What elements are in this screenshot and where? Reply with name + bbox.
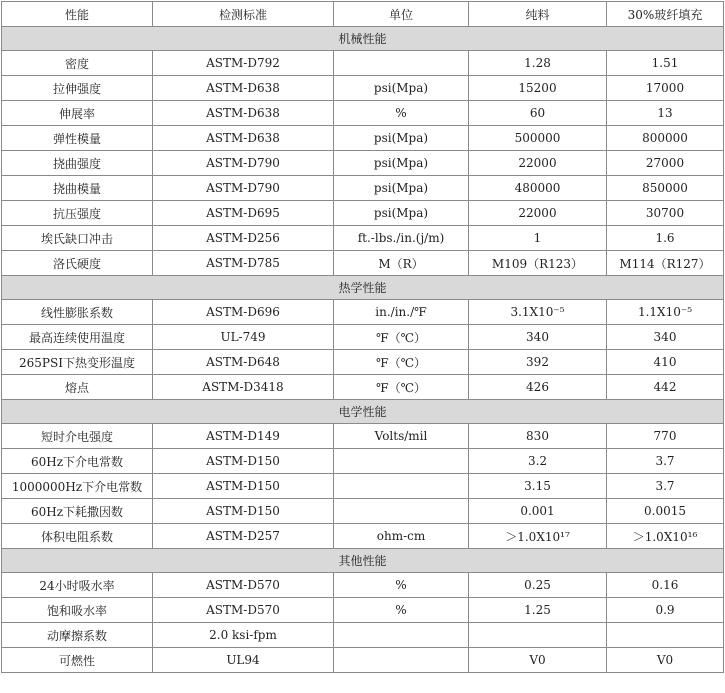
table-row (2, 598, 724, 623)
section-header-row (2, 400, 724, 424)
standard-cell: ASTM-D570 (153, 573, 334, 598)
standard-cell: ASTM-D696 (153, 300, 334, 325)
standard-cell: ASTM-D790 (153, 151, 334, 176)
filled-value-cell: 0.9 (607, 598, 724, 623)
pure-value-cell: 392 (469, 350, 607, 375)
table-row (2, 648, 724, 673)
table-row (2, 251, 724, 276)
table-row (2, 375, 724, 400)
unit-cell: ft.-lbs./in.(j/m) (334, 226, 469, 251)
pure-value-cell: 830 (469, 424, 607, 449)
filled-value-cell: 30700 (607, 201, 724, 226)
filled-value-cell: 1.1X10⁻⁵ (607, 300, 724, 325)
property-cell: 60Hz下耗撒因数 (2, 499, 153, 524)
property-cell: 弹性模量 (2, 126, 153, 151)
standard-cell: ASTM-D792 (153, 51, 334, 76)
filled-value-cell: V0 (607, 648, 724, 673)
property-cell: 1000000Hz下介电常数 (2, 474, 153, 499)
property-cell: 埃氏缺口冲击 (2, 226, 153, 251)
property-cell: 265PSI下热变形温度 (2, 350, 153, 375)
standard-cell: UL94 (153, 648, 334, 673)
unit-cell: ℉（℃） (334, 375, 469, 400)
unit-cell: ℉（℃） (334, 325, 469, 350)
filled-value-cell: 770 (607, 424, 724, 449)
pure-value-cell: 3.1X10⁻⁵ (469, 300, 607, 325)
filled-value-cell (607, 623, 724, 648)
pure-value-cell: 60 (469, 101, 607, 126)
header-pure-material: 纯料 (469, 2, 607, 27)
pure-value-cell: 0.001 (469, 499, 607, 524)
table-row (2, 449, 724, 474)
unit-cell: psi(Mpa) (334, 126, 469, 151)
pure-value-cell: 1.28 (469, 51, 607, 76)
section-title: 热学性能 (2, 276, 724, 300)
property-cell: 可燃性 (2, 648, 153, 673)
section-header-row (2, 276, 724, 300)
property-cell: 饱和吸水率 (2, 598, 153, 623)
pure-value-cell: 3.15 (469, 474, 607, 499)
property-cell: 抗压强度 (2, 201, 153, 226)
property-cell: 挠曲强度 (2, 151, 153, 176)
property-cell: 短时介电强度 (2, 424, 153, 449)
pure-value-cell: 15200 (469, 76, 607, 101)
property-cell: 挠曲模量 (2, 176, 153, 201)
header-property: 性能 (2, 2, 153, 27)
table-row (2, 623, 724, 648)
property-cell: 体积电阻系数 (2, 524, 153, 549)
pure-value-cell: 22000 (469, 201, 607, 226)
filled-value-cell: 27000 (607, 151, 724, 176)
standard-cell: ASTM-D149 (153, 424, 334, 449)
pure-value-cell: V0 (469, 648, 607, 673)
section-title: 其他性能 (2, 549, 724, 573)
table-row (2, 350, 724, 375)
pure-value-cell: 1.25 (469, 598, 607, 623)
filled-value-cell: 442 (607, 375, 724, 400)
pure-value-cell: ＞1.0X10¹⁷ (469, 524, 607, 549)
header-test-standard: 检测标准 (153, 2, 334, 27)
property-cell: 洛氏硬度 (2, 251, 153, 276)
standard-cell: ASTM-D638 (153, 101, 334, 126)
standard-cell: ASTM-D695 (153, 201, 334, 226)
table-row (2, 474, 724, 499)
header-glass-fiber-30: 30%玻纤填充 (607, 2, 724, 27)
header-unit: 单位 (334, 2, 469, 27)
standard-cell: ASTM-D785 (153, 251, 334, 276)
pure-value-cell (469, 623, 607, 648)
unit-cell: ℉（℃） (334, 350, 469, 375)
filled-value-cell: 0.0015 (607, 499, 724, 524)
unit-cell: M（R） (334, 251, 469, 276)
table-row (2, 101, 724, 126)
pure-value-cell: M109（R123） (469, 251, 607, 276)
header-row (2, 2, 724, 27)
unit-cell: % (334, 101, 469, 126)
pure-value-cell: 3.2 (469, 449, 607, 474)
table-row (2, 226, 724, 251)
standard-cell: ASTM-D150 (153, 474, 334, 499)
filled-value-cell: 340 (607, 325, 724, 350)
property-cell: 密度 (2, 51, 153, 76)
property-cell: 线性膨胀系数 (2, 300, 153, 325)
filled-value-cell: 1.6 (607, 226, 724, 251)
unit-cell (334, 648, 469, 673)
property-cell: 熔点 (2, 375, 153, 400)
pure-value-cell: 0.25 (469, 573, 607, 598)
unit-cell: psi(Mpa) (334, 201, 469, 226)
pure-value-cell: 426 (469, 375, 607, 400)
section-header-row (2, 27, 724, 51)
standard-cell: ASTM-D257 (153, 524, 334, 549)
unit-cell: psi(Mpa) (334, 176, 469, 201)
filled-value-cell: 410 (607, 350, 724, 375)
standard-cell: 2.0 ksi-fpm (153, 623, 334, 648)
filled-value-cell: 850000 (607, 176, 724, 201)
standard-cell: ASTM-D790 (153, 176, 334, 201)
standard-cell: ASTM-D3418 (153, 375, 334, 400)
section-title: 机械性能 (2, 27, 724, 51)
pure-value-cell: 500000 (469, 126, 607, 151)
unit-cell: % (334, 598, 469, 623)
property-cell: 60Hz下介电常数 (2, 449, 153, 474)
pure-value-cell: 22000 (469, 151, 607, 176)
filled-value-cell: 0.16 (607, 573, 724, 598)
property-cell: 24小时吸水率 (2, 573, 153, 598)
properties-table (1, 1, 724, 673)
filled-value-cell: 17000 (607, 76, 724, 101)
unit-cell: ohm-cm (334, 524, 469, 549)
table-row (2, 76, 724, 101)
pure-value-cell: 480000 (469, 176, 607, 201)
standard-cell: ASTM-D150 (153, 449, 334, 474)
standard-cell: ASTM-D256 (153, 226, 334, 251)
table-row (2, 499, 724, 524)
table-row (2, 524, 724, 549)
unit-cell (334, 51, 469, 76)
unit-cell (334, 474, 469, 499)
unit-cell: psi(Mpa) (334, 151, 469, 176)
table-row (2, 300, 724, 325)
unit-cell (334, 623, 469, 648)
unit-cell: in./in./℉ (334, 300, 469, 325)
table-row (2, 51, 724, 76)
unit-cell (334, 449, 469, 474)
table-row (2, 201, 724, 226)
section-header-row (2, 549, 724, 573)
standard-cell: ASTM-D570 (153, 598, 334, 623)
property-cell: 伸展率 (2, 101, 153, 126)
pure-value-cell: 1 (469, 226, 607, 251)
property-cell: 动摩擦系数 (2, 623, 153, 648)
unit-cell: psi(Mpa) (334, 76, 469, 101)
filled-value-cell: 800000 (607, 126, 724, 151)
table-row (2, 176, 724, 201)
table-row (2, 424, 724, 449)
table-row (2, 151, 724, 176)
unit-cell: % (334, 573, 469, 598)
unit-cell: Volts/mil (334, 424, 469, 449)
standard-cell: ASTM-D150 (153, 499, 334, 524)
table-row (2, 573, 724, 598)
filled-value-cell: M114（R127） (607, 251, 724, 276)
filled-value-cell: 3.7 (607, 474, 724, 499)
standard-cell: ASTM-D638 (153, 126, 334, 151)
table-row (2, 325, 724, 350)
filled-value-cell: ＞1.0X10¹⁶ (607, 524, 724, 549)
standard-cell: ASTM-D648 (153, 350, 334, 375)
pure-value-cell: 340 (469, 325, 607, 350)
filled-value-cell: 3.7 (607, 449, 724, 474)
property-cell: 最高连续使用温度 (2, 325, 153, 350)
standard-cell: UL-749 (153, 325, 334, 350)
filled-value-cell: 13 (607, 101, 724, 126)
unit-cell (334, 499, 469, 524)
filled-value-cell: 1.51 (607, 51, 724, 76)
property-cell: 拉伸强度 (2, 76, 153, 101)
standard-cell: ASTM-D638 (153, 76, 334, 101)
section-title: 电学性能 (2, 400, 724, 424)
table-row (2, 126, 724, 151)
